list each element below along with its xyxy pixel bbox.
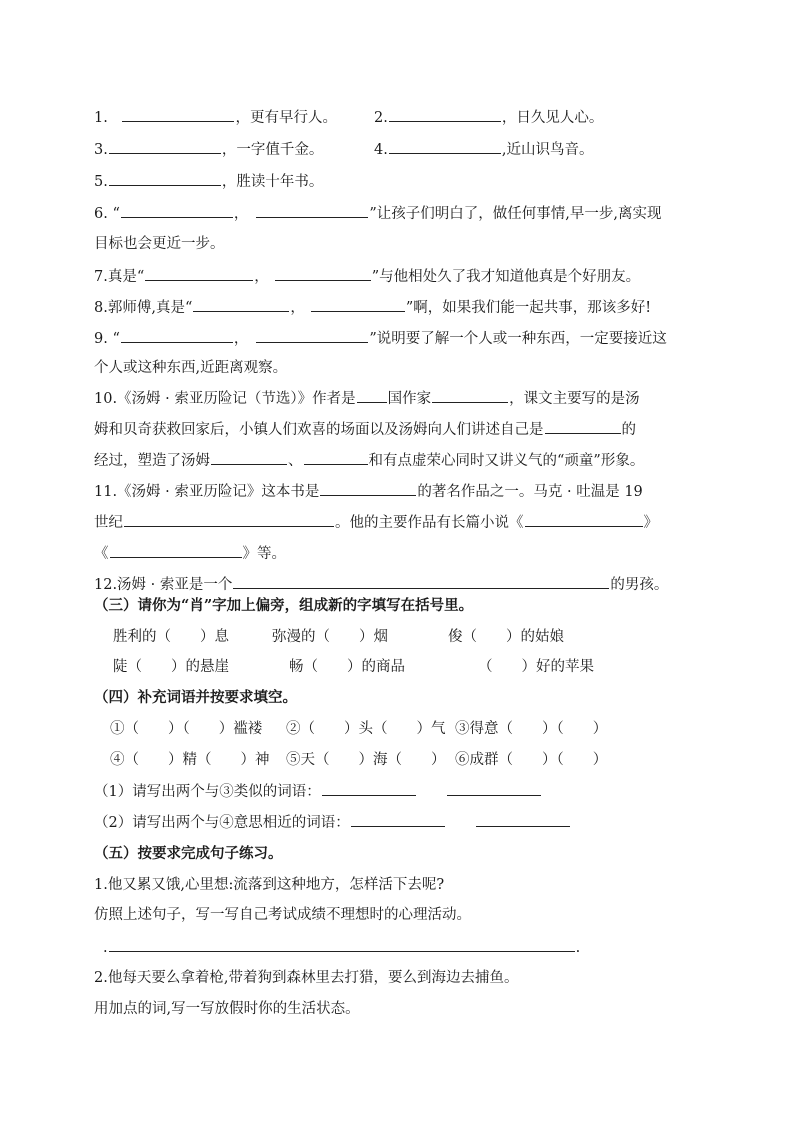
q6-blank-2[interactable] (256, 203, 368, 218)
q5-blank[interactable] (109, 171, 221, 186)
s4-item-3[interactable]: ③得意（ ）（ ） (455, 721, 608, 737)
q3-number: 3. (94, 142, 108, 158)
q4-blank[interactable] (389, 139, 501, 154)
s4-question-2 (94, 812, 571, 833)
question-10 (94, 388, 640, 409)
q9-blank-1[interactable] (121, 328, 233, 343)
q12-text-a: 12.汤姆 · 索亚是一个 (94, 577, 233, 593)
q10-text-g: 、 (288, 453, 303, 469)
question-3 (94, 139, 323, 160)
q1-number: 1. (94, 110, 108, 126)
q10-text-c: ，课文主要写的是汤 (509, 391, 640, 407)
question-10-line-3 (94, 450, 644, 471)
q11-text-d: 。他的主要作品有长篇小说《 (335, 515, 524, 531)
s3-item-2[interactable]: 弥漫的（ ）烟 (272, 629, 388, 645)
s4-q2-blank-1[interactable] (351, 812, 445, 827)
q12-blank[interactable] (233, 574, 609, 589)
q2-blank[interactable] (389, 107, 501, 122)
q7-blank-1[interactable] (145, 266, 253, 281)
q3-blank[interactable] (109, 139, 221, 154)
q7-text-c: ”与他相处久了我才知道他真是个好朋友。 (371, 269, 641, 285)
section-3-title: （三）请你为“肖”字加上偏旁，组成新的字填写在括号里。 (94, 597, 474, 614)
q6-text-b: ， (233, 206, 249, 222)
q11-blank-novel-2[interactable] (110, 543, 242, 558)
q11-blank-novel-1[interactable] (525, 512, 643, 527)
s3-item-3[interactable]: 俊（ ）的姑娘 (448, 629, 564, 645)
s5-answer-end-mark: . (575, 940, 581, 956)
q9-text-b: ， (233, 331, 249, 347)
question-5 (94, 171, 323, 192)
s5-instruction-1: 仿照上述句子，写一写自己考试成绩不理想时的心理活动。 (94, 907, 471, 923)
s5-answer-blank-1[interactable] (109, 937, 575, 952)
question-11-line-3 (94, 543, 286, 564)
q8-blank-2[interactable] (311, 297, 405, 312)
s4-q2-blank-2[interactable] (476, 812, 570, 827)
question-4 (374, 139, 593, 160)
s5-answer-start-mark: . (103, 940, 108, 956)
q10-text-b: 国作家 (387, 391, 432, 407)
s5-answer-line-1 (103, 937, 580, 958)
s5-sentence-1: 1.他又累又饿,心里想:流落到这种地方，怎样活下去呢? (94, 877, 445, 893)
question-11-line-2 (94, 512, 658, 533)
q6-blank-1[interactable] (121, 203, 233, 218)
q10-blank-country[interactable] (357, 388, 387, 403)
q5-text: ，胜读十年书。 (221, 174, 324, 190)
s4-item-5[interactable]: ⑤天（ ）海（ ） (286, 752, 446, 768)
s3-item-6[interactable]: （ ）好的苹果 (478, 659, 594, 675)
q11-text-b: 的著名作品之一。马克 · 吐温是 19 (417, 484, 643, 500)
q10-text-d: 姆和贝奇获救回家后，小镇人们欢喜的场面以及汤姆向人们讲述自己是 (94, 422, 544, 438)
s4-item-6[interactable]: ⑥成群（ ）（ ） (455, 752, 608, 768)
s3-item-5[interactable]: 畅（ ）的商品 (289, 659, 405, 675)
q3-text: ，一字值千金。 (221, 142, 324, 158)
question-6 (94, 203, 662, 224)
s4-q1-blank-1[interactable] (322, 781, 416, 796)
q10-blank-author[interactable] (432, 388, 508, 403)
q11-text-a: 11.《汤姆 · 索亚历险记》这本书是 (94, 484, 320, 500)
question-8 (94, 297, 651, 318)
q7-blank-2[interactable] (275, 266, 371, 281)
q8-text-c: ”啊，如果我们能一起共事，那该多好! (405, 300, 652, 316)
section-4-title: （四）补充词语并按要求填空。 (94, 689, 297, 706)
q10-text-f: 经过，塑造了汤姆 (94, 453, 210, 469)
question-2 (374, 107, 603, 128)
s3-item-4[interactable]: 陡（ ）的悬崖 (113, 659, 229, 675)
q8-text-a: 8.郭师傅,真是“ (94, 300, 193, 316)
q6-text-a: 6. “ (94, 206, 120, 222)
s4-q1-text: （1）请写出两个与③类似的词语： (94, 784, 321, 800)
question-1 (94, 107, 337, 128)
q11-text-g: 》等。 (242, 546, 286, 562)
q8-text-b: ， (290, 300, 305, 316)
s4-item-1[interactable]: ①（ ）（ ）褴褛 (110, 721, 263, 737)
q7-text-a: 7.真是“ (94, 269, 145, 285)
q10-blank-trait-1[interactable] (211, 450, 287, 465)
question-7 (94, 266, 640, 287)
q7-text-b: ， (254, 269, 269, 285)
q9-text-d: 个人或这种东西,近距离观察。 (94, 360, 288, 376)
q11-blank-author[interactable] (320, 481, 416, 496)
q11-blank-country[interactable] (124, 512, 334, 527)
q9-text-c: ”说明要了解一个人或一种东西，一定要接近这 (369, 331, 667, 347)
q4-number: 4. (374, 142, 388, 158)
s5-sentence-2: 2.他每天要么拿着枪,带着狗到森林里去打猎，要么到海边去捕鱼。 (94, 970, 519, 986)
q11-text-e: 》 (643, 515, 658, 531)
s4-item-4[interactable]: ④（ ）精（ ）神 (110, 752, 270, 768)
s4-question-1 (94, 781, 542, 802)
section-5-title: （五）按要求完成句子练习。 (94, 845, 283, 862)
q12-text-b: 的男孩。 (610, 577, 669, 593)
s5-instruction-2: 用加点的词,写一写放假时你的生活状态。 (94, 1001, 360, 1017)
q6-text-c: ”让孩子们明白了，做任何事情,早一步,离实现 (369, 206, 662, 222)
q2-text: ，日久见人心。 (501, 110, 604, 126)
question-11 (94, 481, 643, 502)
q4-text: ,近山识鸟音。 (501, 142, 594, 158)
s4-item-2[interactable]: ②（ ）头（ ）气 (286, 721, 446, 737)
q1-blank[interactable] (122, 107, 234, 122)
q11-text-f: 《 (94, 546, 109, 562)
s3-item-1[interactable]: 胜利的（ ）息 (113, 629, 229, 645)
question-9 (94, 328, 667, 349)
q9-text-a: 9. “ (94, 331, 120, 347)
q10-text-h: 和有点虚荣心同时又讲义气的“顽童”形象。 (368, 453, 645, 469)
q10-text-a: 10.《汤姆 · 索亚历险记（节选）》作者是 (94, 391, 356, 407)
q6-text-d: 目标也会更近一步。 (94, 236, 225, 252)
q10-text-e: 的 (621, 422, 636, 438)
q2-number: 2. (374, 110, 388, 126)
q5-number: 5. (94, 174, 108, 190)
s4-q1-blank-2[interactable] (447, 781, 541, 796)
q10-blank-trait-2[interactable] (304, 450, 368, 465)
q9-blank-2[interactable] (256, 328, 368, 343)
q1-text: ，更有早行人。 (235, 110, 337, 126)
q11-text-c: 世纪 (94, 515, 123, 531)
q8-blank-1[interactable] (193, 297, 289, 312)
question-12 (94, 574, 668, 595)
s4-q2-text: （2）请写出两个与④意思相近的词语： (94, 815, 350, 831)
q10-blank-experience[interactable] (545, 419, 621, 434)
question-10-line-2 (94, 419, 636, 440)
